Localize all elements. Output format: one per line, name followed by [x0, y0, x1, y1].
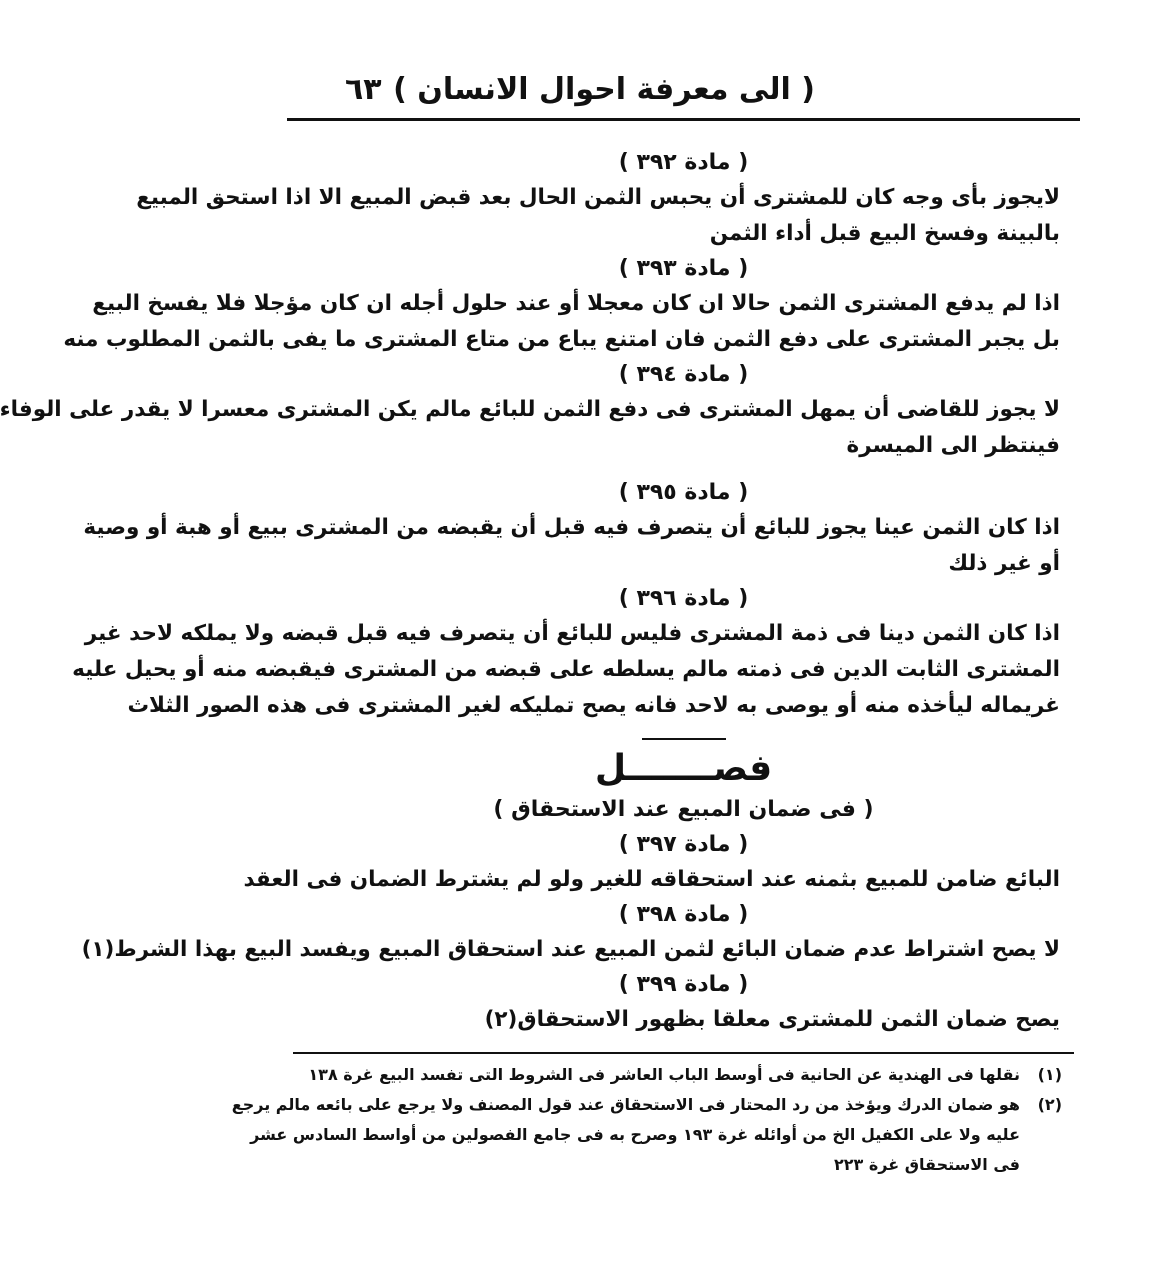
article-heading: ( مادة ٣٩٦ ) [618, 586, 749, 611]
page-header [287, 70, 1080, 118]
article-395 [83, 476, 1060, 582]
article-heading: ( مادة ٣٩٧ ) [618, 832, 749, 857]
article-text-line: اذا كان الثمن دينا فى ذمة المشترى فليس للبائع أن يتصرف فيه قبل قبضه ولا يملكه لاحد غير [84, 621, 1060, 646]
article-text-line: المشترى الثابت الدين فى ذمته مالم يسلطه على قبضه من المشترى فيقبضه منه أو يحيل عليه [72, 657, 1060, 682]
article-392 [136, 146, 1060, 252]
header-rule [287, 118, 1080, 121]
footnote-text-line: نقلها فى الهندية عن الحانية فى أوسط الباب العاشر فى الشروط التى تفسد البيع غرة ١٣٨ [308, 1065, 1020, 1084]
article-heading: ( مادة ٣٩٨ ) [618, 902, 749, 927]
article-396 [72, 582, 1060, 724]
page-number: ٦٣ [345, 72, 382, 107]
section-divider [642, 738, 726, 740]
footnote-rule [293, 1052, 1074, 1054]
page-body [0, 146, 1060, 1038]
article-text-line: البائع ضامن للمبيع بثمنه عند استحقاقه للغير ولو لم يشترط الضمان فى العقد [243, 867, 1060, 892]
article-text-line: اذا كان الثمن عينا يجوز للبائع أن يتصرف فيه قبل أن يقبضه من المشترى ببيع أو هبة أو وصية [83, 515, 1060, 540]
article-text-line: أو غير ذلك [948, 551, 1060, 576]
article-399 [307, 968, 1060, 1038]
article-text-line: غريماله ليأخذه منه أو يوصى به لاحد فانه يصح تمليكه لغير المشترى فى هذه الصور الثلاث [127, 693, 1060, 718]
footnotes [231, 1060, 1062, 1180]
article-text-line: لا يجوز للقاضى أن يمهل المشترى فى دفع الثمن للبائع مالم يكن المشترى معسرا لا يقدر على الوفاء [0, 397, 1060, 422]
article-text-line: بل يجبر المشترى على دفع الثمن فان امتنع يباع من متاع المشترى ما يفى بالثمن المطلوب منه [63, 327, 1060, 352]
article-heading: ( مادة ٣٩٥ ) [618, 480, 749, 505]
section-subtitle: ( فى ضمان المبيع عند الاستحقاق ) [493, 797, 874, 822]
article-heading: ( مادة ٣٩٣ ) [618, 256, 749, 281]
article-text-line: لا يصح اشتراط عدم ضمان البائع لثمن المبيع عند استحقاق المبيع ويفسد البيع بهذا الشرط(١) [81, 937, 1060, 962]
article-text-line: فينتظر الى الميسرة [846, 433, 1060, 458]
footnote [307, 1060, 1062, 1090]
article-heading: ( مادة ٣٩٢ ) [618, 150, 749, 175]
article-394 [0, 358, 1060, 464]
article-text-line: لايجوز بأى وجه كان للمشترى أن يحبس الثمن الحال بعد قبض المبيع الا اذا استحق المبيع [136, 185, 1060, 210]
article-398 [81, 898, 1060, 968]
footnote-number: (١) [1037, 1065, 1062, 1084]
footnote-text-line: فى الاستحقاق غرة ٢٢٣ [833, 1155, 1020, 1174]
article-heading: ( مادة ٣٩٤ ) [618, 362, 749, 387]
article-393 [63, 252, 1060, 358]
article-text-line: بالبينة وفسخ البيع قبل أداء الثمن [709, 221, 1060, 246]
article-heading: ( مادة ٣٩٩ ) [618, 972, 749, 997]
footnote [231, 1090, 1062, 1180]
footnote-text-line: عليه ولا على الكفيل الخ من أوائله غرة ١٩٣ وصرح به فى جامع الفصولين من أواسط السادس عشر [250, 1125, 1020, 1144]
section-title: فصـــــــل [594, 748, 773, 789]
article-text-line: اذا لم يدفع المشترى الثمن حالا ان كان معجلا أو عند حلول أجله ان كان مؤجلا فلا يفسخ البيع [92, 291, 1060, 316]
running-title: ( الى معرفة احوال الانسان ) [393, 72, 815, 107]
footnote-text-line: هو ضمان الدرك ويؤخذ من رد المحتار فى الاستحقاق عند قول المصنف ولا يرجع على بائعه مالم يرجع [231, 1095, 1020, 1114]
article-397 [243, 828, 1060, 898]
footnote-number: (٢) [1037, 1095, 1062, 1114]
article-text-line: يصح ضمان الثمن للمشترى معلقا بظهور الاستحقاق(٢) [484, 1007, 1060, 1032]
